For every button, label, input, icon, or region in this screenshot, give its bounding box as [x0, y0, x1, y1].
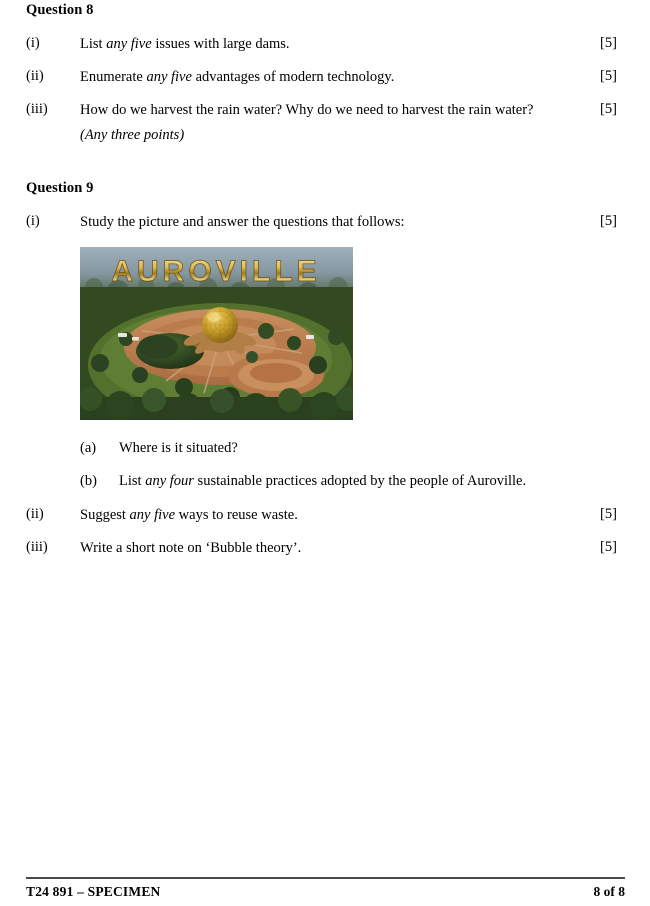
item-marks: [5]: [600, 213, 617, 229]
question-8-item-iii-note: (Any three points): [80, 127, 185, 143]
auroville-title-text: AUROVILLE: [111, 255, 321, 288]
sub-item-number: (a): [80, 440, 97, 456]
item-text-before: How do we harvest the rain water? Why do we need to harvest the rain water?: [80, 102, 534, 118]
item-text: [80, 212, 550, 233]
item-text: [80, 538, 550, 559]
item-number: (ii): [26, 506, 44, 522]
sub-item-text-before: Where is it situated?: [119, 440, 238, 456]
question-8-heading: Question 8: [26, 2, 94, 18]
sub-item-text: [119, 472, 619, 490]
sub-item-text: [119, 439, 619, 457]
item-text-after: ways to reuse waste.: [175, 507, 298, 523]
item-marks: [5]: [600, 506, 617, 522]
item-text: [80, 100, 550, 121]
item-text-italic: any five: [146, 69, 192, 85]
item-number: (i): [26, 35, 40, 51]
sub-item-number: (b): [80, 473, 97, 489]
item-text-italic: any five: [106, 36, 152, 52]
footer-divider: [26, 877, 625, 879]
item-number: (ii): [26, 68, 44, 84]
item-text-before: Write a short note on ‘Bubble theory’.: [80, 540, 302, 556]
item-text: [80, 505, 550, 526]
auroville-aerial-photo: [80, 247, 353, 420]
item-text-before: List: [80, 36, 107, 52]
item-text: [80, 67, 550, 88]
item-number: (iii): [26, 101, 48, 117]
question-9-heading: Question 9: [26, 180, 94, 196]
item-text: [80, 34, 550, 55]
item-text-before: Study the picture and answer the questions that follows:: [80, 214, 405, 230]
sub-item-text-before: List: [119, 473, 146, 489]
item-marks: [5]: [600, 539, 617, 555]
item-text-italic: any five: [129, 507, 176, 523]
page-number-label: 8 of 8: [593, 884, 625, 899]
item-text-before: Enumerate: [80, 69, 147, 85]
item-number: (i): [26, 213, 40, 229]
item-text-before: Suggest: [80, 507, 130, 523]
item-marks: [5]: [600, 35, 617, 51]
sub-item-text-after: sustainable practices adopted by the people of Auroville.: [193, 473, 527, 489]
item-marks: [5]: [600, 68, 617, 84]
paper-code-label: T24 891 – SPECIMEN: [26, 884, 161, 899]
item-text-after: issues with large dams.: [151, 36, 290, 52]
item-number: (iii): [26, 539, 48, 555]
item-marks: [5]: [600, 101, 617, 117]
sub-item-text-italic: any four: [145, 473, 194, 489]
item-text-after: advantages of modern technology.: [191, 69, 395, 85]
auroville-illustration: [80, 247, 353, 420]
